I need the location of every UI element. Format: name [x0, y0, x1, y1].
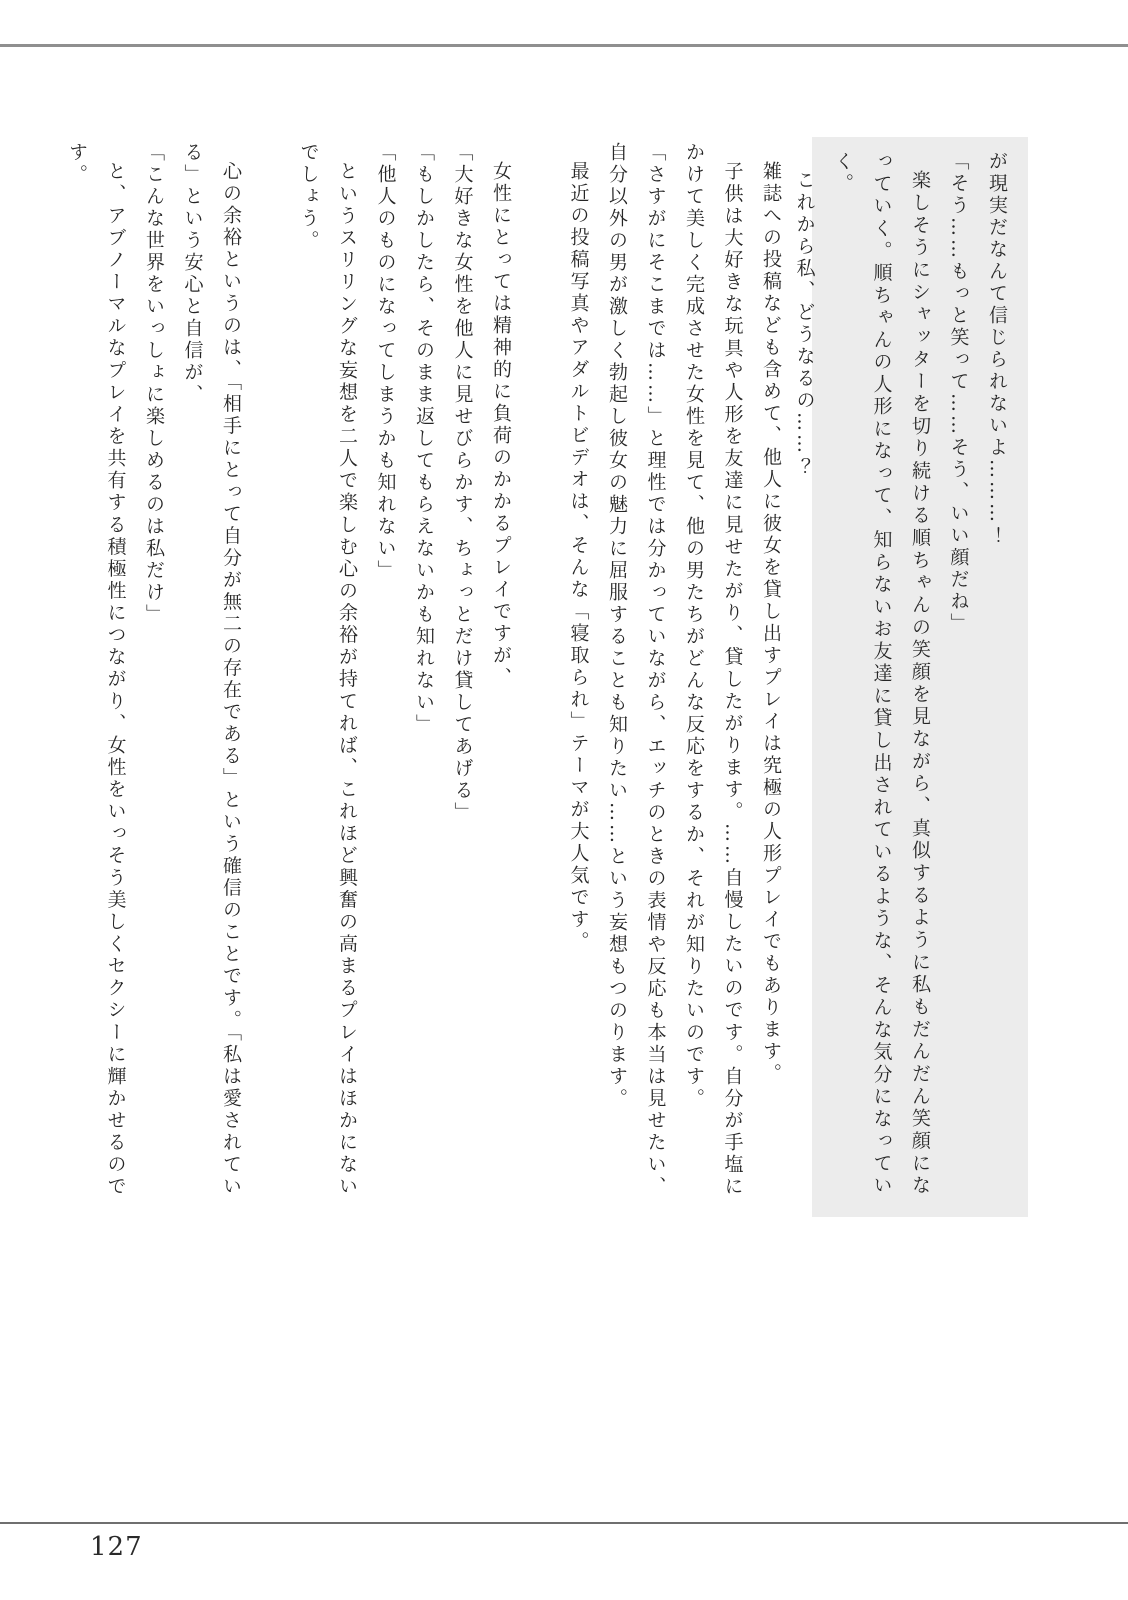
highlighted-passage	[785, 151, 1016, 1197]
vertical-paragraph: 「他人のものになってしまうかも知れない」	[374, 142, 397, 582]
vertical-paragraph: 「もしかしたら、そのまま返してもらえないかも知れない」	[413, 142, 435, 736]
vertical-paragraph: 最近の投稿写真やアダルトビデオは、そんな「寝取られ」テーマが大人気です。	[567, 161, 590, 953]
page-number: 127	[90, 1532, 143, 1562]
vertical-paragraph: これから私、どうなるの……？	[793, 170, 816, 478]
vertical-paragraph: 「こんな世界をいっしょに楽しめるのは私だけ」	[143, 142, 165, 626]
vertical-paragraph: 「大好きな女性を他人に見せびらかす、ちょっとだけ貸してあげる」	[451, 142, 474, 824]
vertical-paragraph: が現実だなんて信じられないよ………！	[986, 151, 1008, 547]
vertical-paragraph: 「さすがにそこまでは……」と理性では分かっていながら、エッチのときの表情や反応も本当は見せたい、自分以外の男が激しく勃起し彼女の魅力に屈服することも知りたい……という妄想もつのります。	[606, 142, 667, 1198]
vertical-paragraph: 心の余裕というのは、「相手にとって自分が無二の存在である」という確信のことです。「私は愛されている」という安心と自信が、	[181, 142, 242, 1198]
horizontal-rule-top	[0, 44, 1128, 47]
vertical-paragraph: 「そう……もっと笑って……そう、いい顔だね」	[947, 151, 970, 635]
vertical-paragraph: 楽しそうにシャッターを切り続ける順ちゃんの笑顔を見ながら、真似するように私もだんだん笑顔になっていく。順ちゃんの人形になって、知らないお友達に貸し出されているような、そんな気分になっていく。	[832, 151, 931, 1197]
vertical-paragraph: 雑誌への投稿なども含めて、他人に彼女を貸し出すプレイは究極の人形プレイでもあります。	[760, 161, 782, 1085]
main-body-text	[66, 142, 790, 1198]
vertical-paragraph: と、アブノーマルなプレイを共有する積極性につながり、女性をいっそう美しくセクシーに輝かせるのです。	[66, 142, 127, 1198]
vertical-paragraph: 子供は大好きな玩具や人形を友達に見せたがり、貸したがります。……自慢したいのです。自分が手塩にかけて美しく完成させた女性を見て、他の男たちがどんな反応をするか、それが知りたいのです。	[683, 142, 744, 1198]
horizontal-rule-bottom	[0, 1522, 1128, 1524]
vertical-paragraph: 女性にとっては精神的に負荷のかかるプレイですが、	[490, 161, 512, 689]
vertical-paragraph: というスリリングな妄想を二人で楽しむ心の余裕が持てれば、これほど興奮の高まるプレイはほかにないでしょう。	[297, 142, 358, 1198]
